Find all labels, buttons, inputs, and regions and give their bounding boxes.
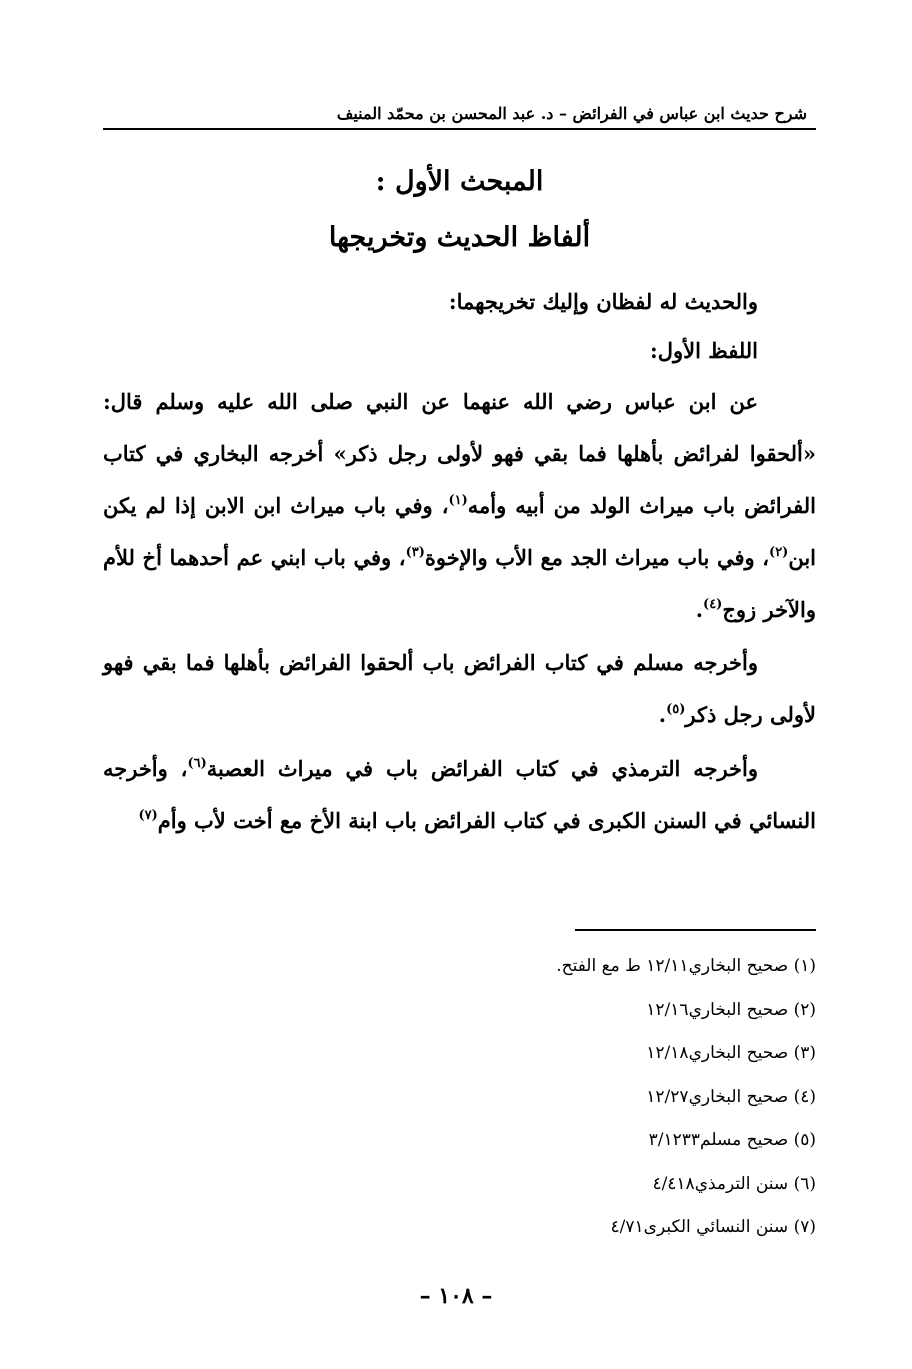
paragraph-text: ، وأخرجه النسائي في السنن الكبرى في كتاب الفرائض باب ابنة الأخ مع أخت لأب وأم — [103, 756, 816, 833]
footnote-4: (٤) صحيح البخاري١٢/٢٧ — [646, 1086, 816, 1107]
paragraph-bukhari — [103, 376, 816, 636]
footnote-2: (٢) صحيح البخاري١٢/١٦ — [646, 999, 816, 1020]
footnote-ref-6[interactable]: (٦) — [187, 756, 207, 771]
footnote-ref-7[interactable]: (٧) — [138, 808, 158, 823]
paragraph-text: عن ابن عباس رضي الله عنهما عن النبي صلى الله عليه وسلم قال: «ألحقوا لفرائض بأهلها فما بقي فهو لأولى رجل ذكر» أخرجه البخاري في كتاب الفرائض باب ميراث الولد من أبيه وأمه — [103, 389, 816, 518]
footnote-7: (٧) سنن النسائي الكبرى٤/٧١ — [610, 1217, 816, 1237]
footnote-ref-1[interactable]: (١) — [448, 493, 468, 508]
section-subtitle: ألفاظ الحديث وتخريجها — [328, 222, 591, 253]
paragraph-tirmidhi-nasai — [103, 743, 816, 847]
footnote-6: (٦) سنن الترمذي٤/٤١٨ — [652, 1173, 816, 1194]
footnote-5: (٥) صحيح مسلم٣/١٢٣٣ — [648, 1130, 816, 1150]
paragraph-text: وأخرجه مسلم في كتاب الفرائض باب ألحقوا الفرائض بأهلها فما بقي فهو لأولى رجل ذكر — [103, 650, 816, 727]
paragraph-text: ، وفي باب ميراث ابن الابن إذا لم يكن ابن — [103, 493, 816, 570]
paragraph-text: . — [695, 597, 704, 622]
footnote-1: (١) صحيح البخاري١٢/١١ ط مع الفتح. — [556, 956, 816, 976]
intro-paragraph: والحديث له لفظان وإليك تخريجهما: — [448, 289, 758, 314]
footnote-separator — [575, 929, 816, 931]
footnotes-list — [103, 945, 816, 1250]
footnote-ref-5[interactable]: (٥) — [666, 702, 686, 717]
running-header: شرح حديث ابن عباس في الفرائض – د. عبد المحسن بن محمّد المنيف — [336, 104, 807, 123]
footnote-3: (٣) صحيح البخاري١٢/١٨ — [646, 1043, 816, 1063]
paragraph-muslim — [103, 637, 816, 741]
paragraph-text: وأخرجه الترمذي في كتاب الفرائض باب في ميراث العصبة — [206, 756, 758, 781]
footnote-ref-4[interactable]: (٤) — [703, 597, 723, 612]
footnote-ref-2[interactable]: (٢) — [769, 545, 789, 560]
paragraph-text: ، وفي باب ميراث الجد مع الأب والإخوة — [424, 545, 770, 570]
paragraph-text: ، وفي باب ابني عم أحدهما أخ للأم والآخر زوج — [103, 545, 816, 622]
page-number: – ١٠٨ – — [419, 1283, 493, 1309]
section-title: المبحث الأول : — [375, 166, 544, 197]
header-rule — [103, 128, 816, 130]
paragraph-text: . — [658, 702, 667, 727]
footnote-ref-3[interactable]: (٣) — [405, 545, 425, 560]
first-wording-label: اللفظ الأول: — [649, 338, 758, 363]
